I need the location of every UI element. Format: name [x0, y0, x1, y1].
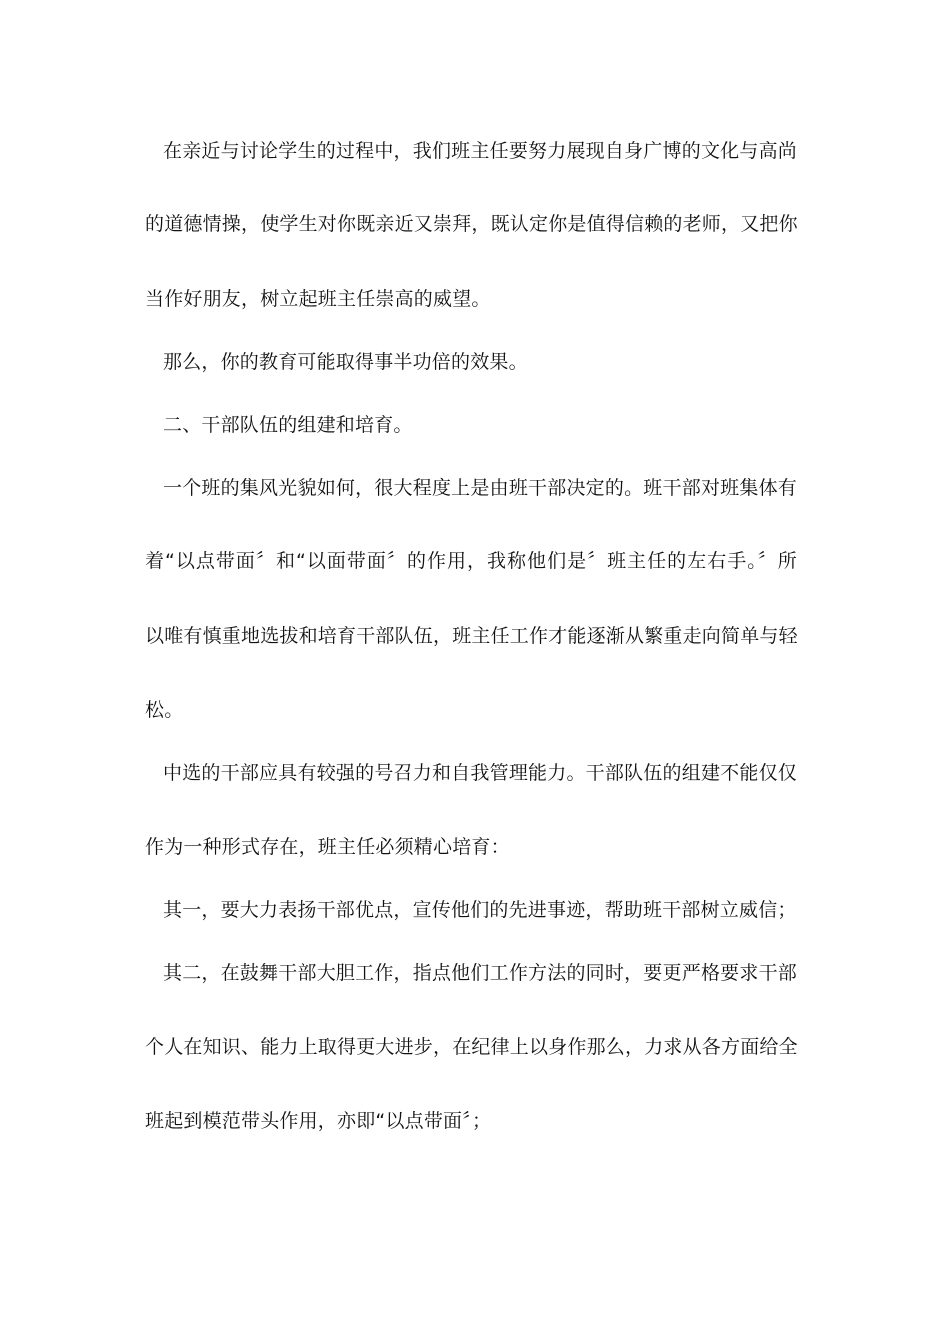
paragraph-line: 在亲近与讨论学生的过程中，我们班主任要努力展现自身广博的文化与高尚	[163, 140, 797, 162]
paragraph-line: 其一，要大力表扬干部优点，宣传他们的先进事迹，帮助班干部树立威信；	[163, 899, 797, 921]
paragraph-line: 个人在知识、能力上取得更大进步，在纪律上以身作那么，力求从各方面给全	[145, 1036, 798, 1058]
paragraph-line: 那么，你的教育可能取得事半功倍的效果。	[163, 351, 528, 373]
paragraph-line: 其二，在鼓舞干部大胆工作，指点他们工作方法的同时，要更严格要求干部	[163, 962, 797, 984]
paragraph-line: 一个班的集风光貌如何，很大程度上是由班干部决定的。班干部对班集体有	[163, 477, 797, 499]
paragraph-line: 以唯有慎重地选拔和培育干部队伍，班主任工作才能逐渐从繁重走向简单与轻	[145, 625, 798, 647]
section-heading: 二、干部队伍的组建和培育。	[163, 414, 413, 436]
paragraph-line: 当作好朋友，树立起班主任崇高的威望。	[145, 288, 491, 310]
paragraph-line: 班起到模范带头作用，亦即“以点带面〞；	[145, 1110, 492, 1132]
paragraph-line: 松。	[145, 699, 184, 721]
paragraph-line: 作为一种形式存在，班主任必须精心培育：	[145, 836, 510, 858]
paragraph-line: 中选的干部应具有较强的号召力和自我管理能力。干部队伍的组建不能仅仅	[163, 762, 797, 784]
paragraph-line: 着“以点带面〞和“以面带面〞的作用，我称他们是〞班主任的左右手。〞所	[145, 550, 797, 572]
paragraph-line: 的道德情操，使学生对你既亲近又崇拜，既认定你是值得信赖的老师，又把你	[145, 213, 798, 235]
